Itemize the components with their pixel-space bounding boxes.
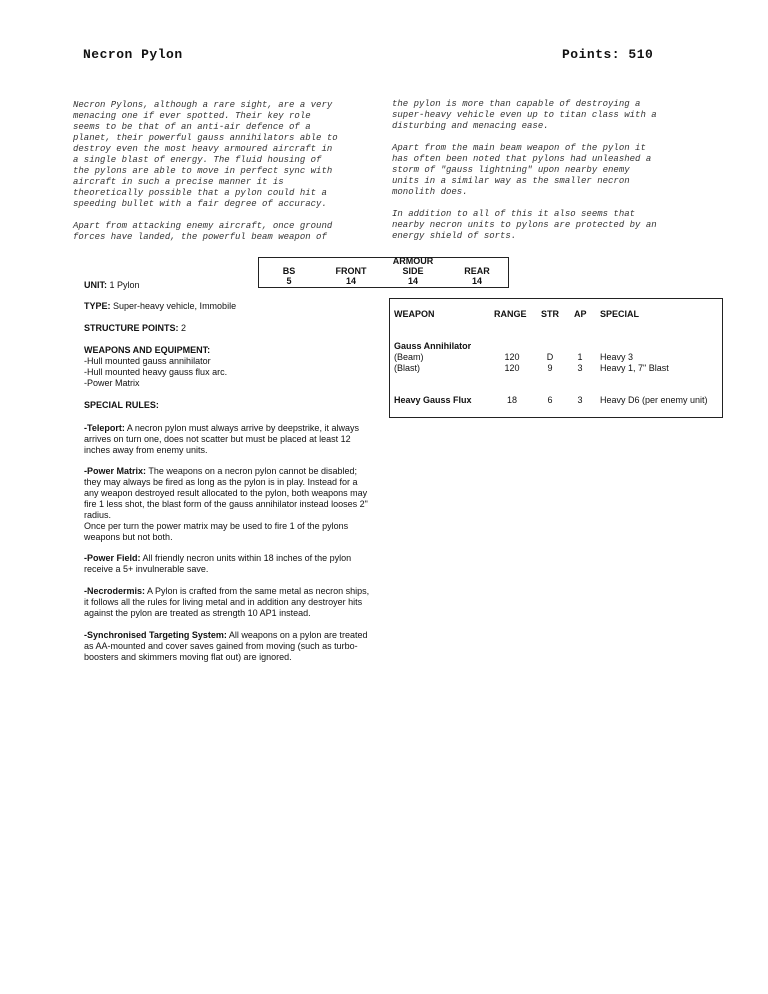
bs-value: 5: [286, 276, 292, 286]
structure-line: [84, 323, 186, 334]
front-armour-column: [321, 266, 381, 286]
structure-value: 2: [178, 323, 187, 333]
rule-name: -Synchronised Targeting System:: [84, 630, 227, 640]
range-header: RANGE: [494, 309, 527, 319]
rule-power-matrix: [84, 466, 389, 543]
bs-label: BS: [282, 266, 296, 276]
rule-text: A necron pylon must always arrive by deepstrike, it always arrives on turn one, does not scatter but must be placed at least 12 inches away from enemy units.: [84, 423, 359, 455]
rule-teleport: [84, 423, 389, 456]
special-rules-heading: SPECIAL RULES:: [84, 400, 159, 410]
rule-text: The weapons on a necron pylon cannot be disabled; they may always be fired as long as the pylon is in play. Instead for a any weapon destroyed result allocated to the pylon, both weapons may fire 1 less shot, the blast form of the gauss annihilator instead looses 2" radius. Once per turn the power matrix may be used to fire 1 of the pylons weapons but not both.: [84, 466, 368, 542]
unit-line: [84, 280, 140, 291]
side-value: 14: [407, 276, 418, 286]
rule-necrodermis: [84, 586, 389, 619]
rule-text: A Pylon is crafted from the same metal as necron ships, it follows all the rules for living metal and in addition any destroyer hits against the pylon are treated as strength 10 AP1 instead.: [84, 586, 370, 618]
rule-text: All weapons on a pylon are treated as AA-mounted and cover saves gained from moving (such as turbo- boosters and skimmers moving flat out) are ignored.: [84, 630, 368, 662]
rule-synchronised-targeting: [84, 630, 389, 663]
front-label: FRONT: [335, 266, 367, 276]
rule-name: -Power Field:: [84, 553, 141, 563]
weapon-item: -Power Matrix: [84, 378, 140, 388]
special-header: SPECIAL: [600, 309, 640, 319]
str-header: STR: [541, 309, 559, 319]
type-value: Super-heavy vehicle, Immobile: [110, 301, 237, 311]
structure-label: STRUCTURE POINTS:: [84, 323, 179, 333]
ap-header: AP: [574, 309, 587, 319]
range-value: 18: [506, 395, 517, 405]
rule-name: -Teleport:: [84, 423, 125, 433]
range-value: 120: [504, 363, 520, 373]
rule-power-field: [84, 553, 389, 575]
side-label: SIDE: [402, 266, 424, 276]
weapon-table: [389, 298, 723, 418]
ap-value: 3: [577, 395, 583, 405]
points-value: Points: 510: [562, 47, 654, 62]
special-value: Heavy D6 (per enemy unit): [600, 395, 708, 405]
intro-left-column: [73, 100, 373, 254]
rear-value: 14: [471, 276, 482, 286]
side-armour-column: [383, 256, 443, 286]
weapon-mode: (Blast): [394, 363, 421, 373]
page-title: Necron Pylon: [83, 47, 183, 62]
weapon-mode: (Beam): [394, 352, 424, 362]
intro-paragraph: Necron Pylons, although a rare sight, are a very menacing one if ever spotted. Their key role seems to be that of an anti-air defence of a planet, their powerful gauss annihilators able to destroy even the most heavy armoured aircraft in a single blast of energy. The fluid housing of the pylons are able to move in perfect sync with aircraft in such a precise manner it is theoretically possible that a pylon could hit a speeding bullet with a fair degree of accuracy.: [73, 100, 338, 209]
weapon-name: Gauss Annihilator: [394, 341, 472, 351]
profile-box: [258, 257, 509, 288]
rear-armour-column: [447, 266, 507, 286]
weapon-name: Heavy Gauss Flux: [394, 395, 472, 405]
weapon-header: WEAPON: [394, 309, 435, 319]
weapons-equipment: [84, 345, 227, 389]
range-value: 120: [504, 352, 520, 362]
intro-paragraph: Apart from the main beam weapon of the pylon it has often been noted that pylons had unleashed a storm of "gauss lightning" upon nearby enemy units in a similar way as the smaller necron monolith does.: [392, 143, 652, 197]
intro-paragraph: Apart from attacking enemy aircraft, once ground forces have landed, the powerful beam weapon of: [73, 221, 333, 242]
type-label: TYPE:: [84, 301, 111, 311]
special-value: Heavy 1, 7" Blast: [600, 363, 669, 373]
rear-label: REAR: [464, 266, 490, 276]
ap-value: 1: [577, 352, 583, 362]
rule-text: All friendly necron units within 18 inches of the pylon receive a 5+ invulnerable save.: [84, 553, 352, 574]
weapons-label: WEAPONS AND EQUIPMENT:: [84, 345, 211, 355]
armour-label: ARMOUR: [392, 256, 434, 266]
bs-column: [259, 266, 319, 286]
unit-label: UNIT:: [84, 280, 107, 290]
intro-paragraph: In addition to all of this it also seems that nearby necron units to pylons are protected by an energy shield of sorts.: [392, 209, 657, 241]
weapon-item: -Hull mounted gauss annihilator: [84, 356, 211, 366]
weapon-item: -Hull mounted heavy gauss flux arc.: [84, 367, 228, 377]
rule-name: -Necrodermis:: [84, 586, 146, 596]
str-value: 6: [547, 395, 553, 405]
type-line: [84, 301, 236, 312]
str-value: D: [546, 352, 554, 362]
intro-paragraph: the pylon is more than capable of destroying a super-heavy vehicle even up to titan class with a disturbing and menacing ease.: [392, 99, 657, 131]
special-value: Heavy 3: [600, 352, 634, 362]
rule-name: -Power Matrix:: [84, 466, 147, 476]
ap-value: 3: [577, 363, 583, 373]
unit-value: 1 Pylon: [107, 280, 140, 290]
intro-right-column: [392, 99, 702, 253]
front-value: 14: [345, 276, 356, 286]
str-value: 9: [547, 363, 553, 373]
